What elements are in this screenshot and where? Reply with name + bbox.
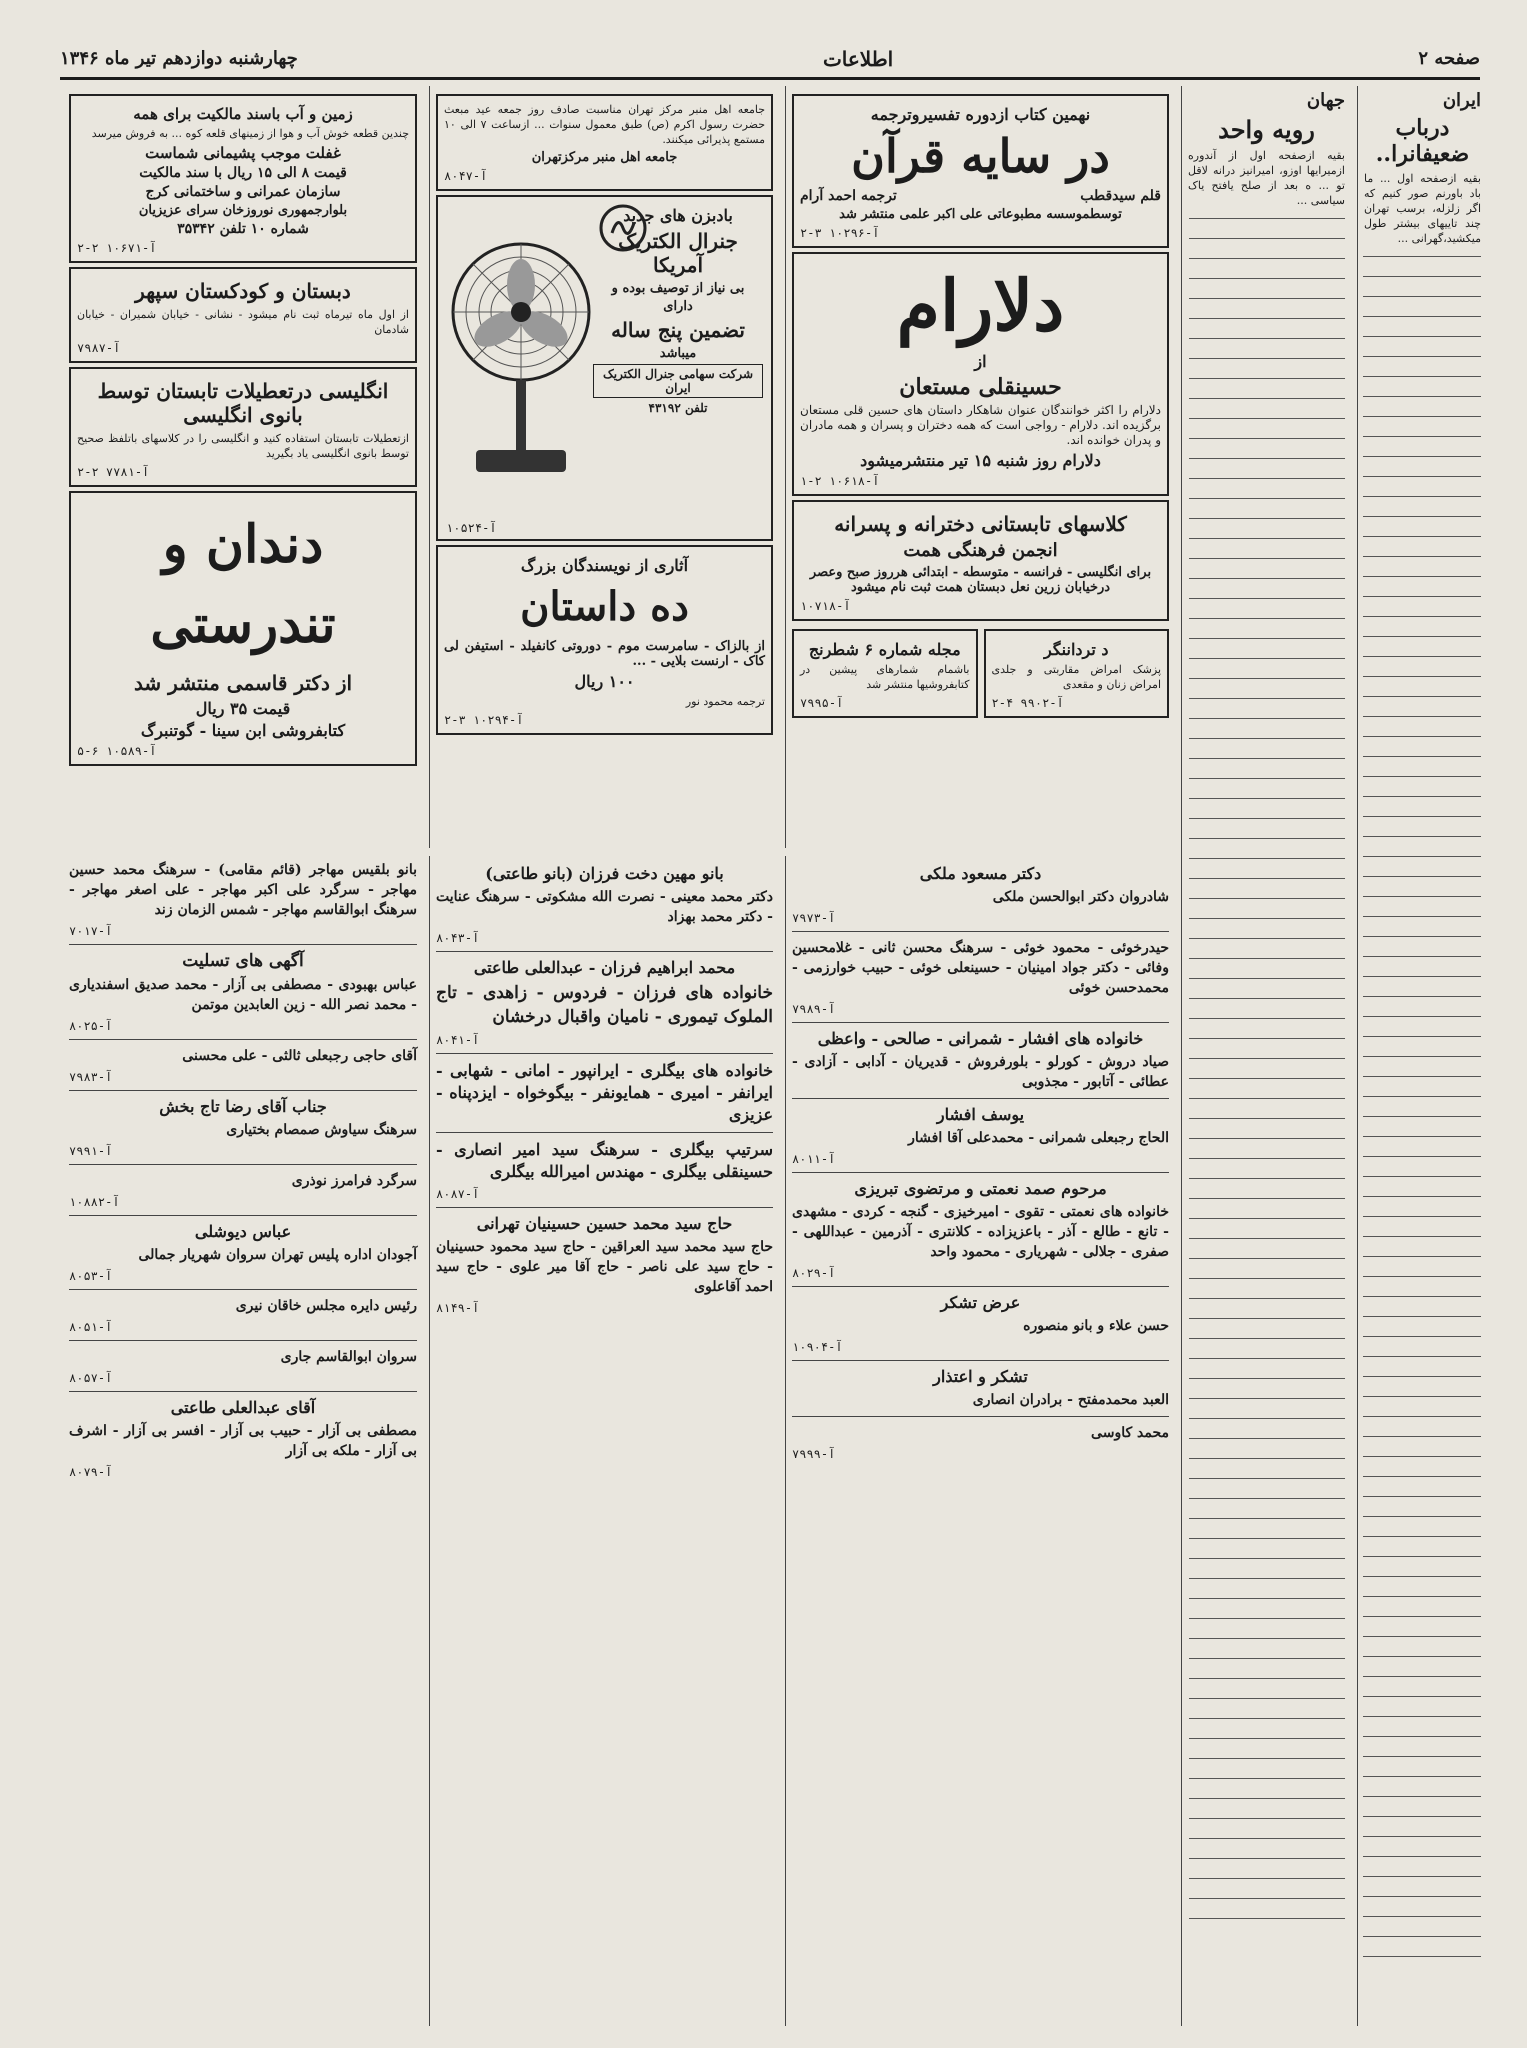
- notice-names: خانواده های نعمتی - تقوی - امیرخیزی - گنجه - کردی - مشهدی - تانع - طالع - آذر - باعزیزاده - کلانتری - آذرمین - عبداللهی - صفری - جلالی - شهریاری - محمود واحد: [792, 1204, 1169, 1260]
- notice-code: آ-۱۰۹۰۴: [792, 1340, 843, 1354]
- small-ad-body: پزشک امراض مقاربتی و جلدی امراض زنان و مقعدی: [991, 663, 1161, 691]
- ge-line2: بی نیاز از توصیف بوده و: [611, 281, 745, 296]
- notice: [792, 1105, 1169, 1166]
- ge-brand: جنرال الکتریک آمریکا: [618, 229, 738, 277]
- notice: [792, 1293, 1169, 1354]
- ge-line1: بادبزن های جدید: [623, 206, 733, 225]
- notice: [792, 938, 1169, 1016]
- classes-code: آ-۱۰۷۱۸: [800, 599, 851, 613]
- land-org: سازمان عمرانی و ساختمانی کرج: [145, 184, 341, 200]
- notice-title: یوسف افشار: [936, 1105, 1025, 1124]
- notice-names: حسن علاء و بانو منصوره: [1023, 1318, 1169, 1334]
- notice-code: آ-۸۱۴۹: [436, 1301, 480, 1315]
- dental-store: کتابفروشی ابن سینا - گوتنبرگ: [140, 721, 346, 740]
- notice-names: رئیس دایره مجلس خاقان نیری: [235, 1298, 417, 1314]
- notice-code: آ-۷۹۷۳: [792, 911, 836, 925]
- notice-title: دکتر مسعود ملکی: [919, 864, 1042, 883]
- small-ad-doctor: [984, 629, 1170, 718]
- page-number: صفحه ۲: [1418, 48, 1480, 69]
- ge-code: آ-۱۰۵۲۴: [446, 521, 497, 535]
- notice: [436, 958, 773, 1047]
- small-ad-code: ۲-۴ آ-۹۹۰۲: [991, 696, 1064, 710]
- notice: [69, 860, 417, 938]
- quran-ad-code: ۲-۳ آ-۱۰۲۹۶: [800, 226, 880, 240]
- dental-book-ad: [69, 491, 417, 766]
- stories-price: ۱۰۰ ریال: [574, 672, 635, 691]
- small-ad-title: د ترداننگر: [1044, 640, 1109, 659]
- notice-names: سرتیپ بیگلری - سرهنگ سید امیر انصاری - حسینقلی بیگلری - مهندس امیرالله بیگلری: [436, 1140, 773, 1181]
- funeral-column-left: [63, 856, 423, 2026]
- stories-title: ده داستان: [520, 583, 689, 630]
- notice-title: آگهی های تسلیت: [182, 951, 304, 971]
- land-phone: شماره ۱۰ تلفن ۳۵۳۴۲: [177, 221, 309, 237]
- text-lines: [1188, 208, 1345, 1968]
- english-body: ازتعطیلات تابستان استفاده کنید و انگلیسی را در کلاسهای باتلفظ صحیح توسط بانوی انگلیسی یاد بگیرید: [77, 432, 409, 460]
- notice: [69, 951, 417, 1033]
- column-iran: [1357, 86, 1487, 2026]
- notice: [792, 1179, 1169, 1280]
- delaram-author: حسینقلی مستعان: [899, 374, 1062, 400]
- notice-code: آ-۷۹۸۳: [69, 1070, 113, 1084]
- notice-code: آ-۸۰۲۵: [69, 1019, 113, 1033]
- notice: [436, 1139, 773, 1201]
- notice-title: محمد ابراهیم فرزان - عبدالعلی طاعتی: [473, 958, 736, 977]
- notice-names: شادروان دکتر ابوالحسن ملکی: [992, 889, 1169, 905]
- delaram-title: دلارام: [896, 264, 1065, 347]
- notice-names: آقای حاجی رجبعلی ثالثی - علی محسنی: [182, 1048, 417, 1064]
- land-headline2: غفلت موجب پشیمانی شماست: [145, 144, 341, 162]
- ge-phone: تلفن ۴۳۱۹۲: [648, 401, 708, 415]
- dental-price: قیمت ۳۵ ریال: [195, 699, 291, 718]
- notice: [792, 864, 1169, 925]
- notice-code: آ-۸۰۸۷: [436, 1187, 480, 1201]
- ge-line3: دارای: [663, 299, 693, 314]
- notice-title: حاج سید محمد حسین حسینیان تهرانی: [476, 1214, 733, 1233]
- pulpit-code: آ-۸۰۴۷: [444, 169, 488, 183]
- stories-translator: ترجمه محمود نور: [685, 695, 765, 708]
- ge-fan-ad: [436, 195, 773, 541]
- small-ad-title: مجله شماره ۶ شطرنج: [808, 640, 961, 659]
- paper-name: اطلاعات: [822, 46, 894, 71]
- delaram-body: دلارام را اکثر خوانندگان عنوان شاهکار داستان های حسین قلی مستعان برگزیده اند. دلارام - رواجی است که همه دختران و پسران و همه مادران و پدران خوانده اند.: [800, 403, 1161, 447]
- notice: [69, 1222, 417, 1283]
- notice-code: آ-۸۰۴۱: [436, 1033, 480, 1047]
- pulpit-notice: [436, 94, 773, 191]
- summer-classes-ad: [792, 500, 1169, 621]
- land-code: ۲-۲ آ-۱۰۶۷۱: [77, 241, 157, 255]
- notice-names: سرگرد فرامرز نوذری: [291, 1173, 417, 1189]
- notice-title: جناب آقای رضا تاج بخش: [159, 1097, 327, 1116]
- quran-ad-line1: نهمین کتاب ازدوره تفسیروترجمه: [870, 105, 1091, 124]
- electric-fan-icon: [446, 237, 596, 497]
- land-ad: [69, 94, 417, 263]
- kindergarten-ad: [69, 267, 417, 363]
- notice-names: حاج سید محمد سید العراقین - حاج سید محمود حسینیان - حاج سید علی ناصر - حاج آقا میر علوی - حاج سید احمد آقاعلوی: [436, 1239, 773, 1295]
- dental-title: دندان و تندرستی: [150, 514, 336, 655]
- notice-names: خانواده های فرزان - فردوس - زاهدی - تاج الملوک تیموری - نامیان واقبال درخشان: [436, 983, 773, 1027]
- notice-code: آ-۸۰۵۱: [69, 1320, 113, 1334]
- column-world: [1181, 86, 1351, 2026]
- notice-title: آقای عبدالعلی طاعتی: [170, 1398, 316, 1417]
- notice-title: مرحوم صمد نعمتی و مرتضوی تبریزی: [854, 1179, 1107, 1198]
- dental-author: از دکتر قاسمی منتشر شد: [133, 671, 353, 695]
- issue-date: چهارشنبه دوازدهم تیر ماه ۱۳۴۶: [60, 48, 298, 69]
- notice: [69, 1097, 417, 1158]
- ge-warranty: تضمین پنج ساله: [611, 318, 745, 342]
- small-ad-body: باشمام شمارهای پیشین در کتابفروشیها منتشر شد: [800, 663, 970, 691]
- ten-stories-ad: [436, 545, 773, 735]
- land-address: بلوارجمهوری نوروزخان سرای عزیزیان: [138, 203, 348, 218]
- notice: [69, 1046, 417, 1084]
- notice-names: محمد کاوسی: [1091, 1425, 1169, 1441]
- notice-title: عرض تشکر: [940, 1293, 1021, 1312]
- stories-authors: از بالزاک - سامرست موم - دوروتی کانفیلد - استیفن لی کاک - ارنست بلایی - ...: [444, 639, 765, 669]
- notice-code: آ-۷۹۹۹: [792, 1447, 836, 1461]
- notice-code: آ-۸۰۵۷: [69, 1371, 113, 1385]
- quran-book-ad: [792, 94, 1169, 248]
- delaram-date: دلارام روز شنبه ۱۵ تیر منتشرمیشود: [860, 451, 1101, 470]
- notice-names: حیدرخوئی - محمود خوئی - سرهنگ محسن ثانی - غلامحسین وفائی - دکتر جواد امینیان - حسینعلی خوئی - حبیب خوارزمی - محمدحسن خوئی: [792, 940, 1169, 996]
- headline-iran: درباب ضعیفانرا..: [1375, 115, 1470, 167]
- stories-line1: آثاری از نویسندگان بزرگ: [520, 556, 689, 575]
- delaram-from: از: [974, 352, 987, 371]
- classes-org: انجمن فرهنگی همت: [903, 540, 1058, 561]
- kindergarten-body: از اول ماه تیرماه ثبت نام میشود - نشانی - خیابان شمیران - خیابان شادمان: [77, 308, 409, 336]
- notice-code: آ-۸۰۷۹: [69, 1465, 113, 1479]
- notice: [792, 1029, 1169, 1092]
- notice-names: مصطفی بی آزار - حبیب بی آزار - افسر بی آزار - اشرف بی آزار - ملکه بی آزار: [69, 1423, 417, 1459]
- column-ads-center: [429, 86, 779, 848]
- ge-dealer: شرکت سهامی جنرال الکتریک ایران: [593, 364, 763, 398]
- delaram-code: ۱-۲ آ-۱۰۶۱۸: [800, 474, 880, 488]
- notice-names: عباس بهبودی - مصطفی بی آزار - محمد صدیق اسفندیاری - محمد نصر الله - زین العابدین موتمن: [69, 977, 417, 1013]
- masthead: [60, 40, 1480, 80]
- notice: [792, 1423, 1169, 1461]
- dental-code: ۵-۶ آ-۱۰۵۸۹: [77, 744, 157, 758]
- notice-title: بانو مهین دخت فرزان (بانو طاعتی): [485, 864, 724, 883]
- notice: [69, 1171, 417, 1209]
- kindergarten-code: آ-۷۹۸۷: [77, 341, 121, 355]
- notice-names: بانو بلقیس مهاجر (قائم مقامی) - سرهنگ محمد حسین مهاجر - سرگرد علی اکبر مهاجر - علی اصغر مهاجر - سرهنگ ابوالقاسم مهاجر - شمس الزمان زند: [69, 862, 417, 918]
- classes-body: برای انگلیسی - فرانسه - متوسطه - ابتدائی هرروز صبح وعصر درخیابان زرین نعل دبستان همت ثبت نام میشود: [809, 565, 1152, 595]
- notice-code: آ-۷۹۸۹: [792, 1002, 836, 1016]
- notice-code: آ-۷۹۹۱: [69, 1144, 113, 1158]
- small-ad-code: آ-۷۹۹۵: [800, 696, 844, 710]
- section-label-world: جهان: [1306, 90, 1345, 111]
- headline-world: رویه واحد: [1218, 115, 1315, 144]
- quran-ad-publisher: توسطموسسه مطبوعاتی علی اکبر علمی منتشر شد: [839, 207, 1122, 222]
- article-body-iran: بقیه ازصفحه اول ... ما باد باورنم صور کنیم که اگر زلزله، برسب تهران چند تاییهای بیشتر طول میکشید،گهرانی ...: [1364, 172, 1481, 245]
- notice-names: سروان ابوالقاسم جاری: [280, 1349, 417, 1365]
- notice: [69, 1347, 417, 1385]
- english-title: انگلیسی درتعطیلات تابستان توسط بانوی انگلیسی: [97, 379, 389, 427]
- kindergarten-title: دبستان و کودکستان سپهر: [135, 279, 351, 303]
- funeral-column-center: [429, 856, 779, 2026]
- quran-ad-translator: ترجمه احمد آرام: [800, 188, 897, 204]
- stories-code: ۲-۳ آ-۱۰۲۹۴: [444, 713, 524, 727]
- notice-names: الحاج رجبعلی شمرانی - محمدعلی آقا افشار: [908, 1130, 1169, 1146]
- notice-names: خانواده های بیگلری - ایرانپور - امانی - شهابی - ایرانفر - امیری - همایونفر - بیگوخواه - ایزدپناه - عزیزی: [436, 1061, 773, 1124]
- article-body-world: بقیه ازصفحه اول از آندوره ازمیرایها اوزو، امیرانیز درانه لاقل تو ... ه بعد از صلح یافتح یاک سیاسی ...: [1188, 149, 1345, 207]
- column-ads-left: [63, 86, 423, 848]
- ge-line4: میباشد: [659, 346, 697, 361]
- land-body: چندین قطعه خوش آب و هوا از زمینهای قلعه کوه ... به فروش میرسد: [91, 127, 409, 140]
- notice-code: آ-۷۰۱۷: [69, 924, 113, 938]
- notice-title: عباس دیوشلی: [194, 1222, 292, 1241]
- notice: [69, 1398, 417, 1479]
- notice-code: آ-۱۰۸۸۲: [69, 1195, 120, 1209]
- land-price: قیمت ۸ الی ۱۵ ریال با سند مالکیت: [139, 165, 347, 181]
- notice-names: سرهنگ سیاوش صمصام بختیاری: [226, 1122, 417, 1138]
- english-class-ad: [69, 367, 417, 487]
- notice-code: آ-۸۰۲۹: [792, 1266, 836, 1280]
- notice-names: العبد محمدمفتح - برادران انصاری: [972, 1392, 1169, 1408]
- ge-logo-icon: [598, 203, 648, 253]
- quran-ad-title: در سایه قرآن: [851, 129, 1110, 183]
- english-code: ۲-۲ آ-۷۷۸۱: [77, 465, 150, 479]
- delaram-book-ad: [792, 252, 1169, 496]
- pulpit-sign: جامعه اهل منبر مرکزتهران: [531, 150, 678, 165]
- notice-title: تشکر و اعتذار: [933, 1367, 1028, 1386]
- notice-names: آجودان اداره پلیس تهران سروان شهریار جمالی: [138, 1247, 417, 1263]
- text-lines: [1364, 246, 1481, 2026]
- quran-ad-author: قلم سیدقطب: [1080, 188, 1161, 204]
- column-ads-right: [785, 86, 1175, 848]
- small-ad-chess: [792, 629, 978, 718]
- notice: [436, 1214, 773, 1315]
- notice: [792, 1367, 1169, 1410]
- notice-code: آ-۸۰۵۳: [69, 1269, 113, 1283]
- funeral-column-right: [785, 856, 1175, 2026]
- notice: [436, 1060, 773, 1126]
- section-label-iran: ایران: [1442, 90, 1481, 111]
- notice: [436, 864, 773, 945]
- notice-code: آ-۸۰۴۳: [436, 931, 480, 945]
- notice: [69, 1296, 417, 1334]
- notice-names: صیاد دروش - کورلو - بلورفروش - قدیریان - آدابی - آزادی - عطائی - آتابور - مجذوبی: [792, 1054, 1169, 1090]
- pulpit-body: جامعه اهل منبر مرکز تهران مناسبت صادف روز جمعه عید مبعث حضرت رسول اکرم (ص) طبق معمول سنوات ... ازساعت ۷ الی ۱۰ مستمع پذیرائی میکنند.: [444, 103, 765, 146]
- land-title: زمین و آب باسند مالکیت برای همه: [133, 105, 353, 123]
- notice-names: دکتر محمد معینی - نصرت الله مشکوتی - سرهنگ عنایت - دکتر محمد بهزاد: [436, 889, 773, 925]
- classes-title: کلاسهای تابستانی دخترانه و پسرانه: [834, 512, 1127, 536]
- notice-code: آ-۸۰۱۱: [792, 1152, 836, 1166]
- notice-title: خانواده های افشار - شمرانی - صالحی - واعظی: [817, 1029, 1144, 1048]
